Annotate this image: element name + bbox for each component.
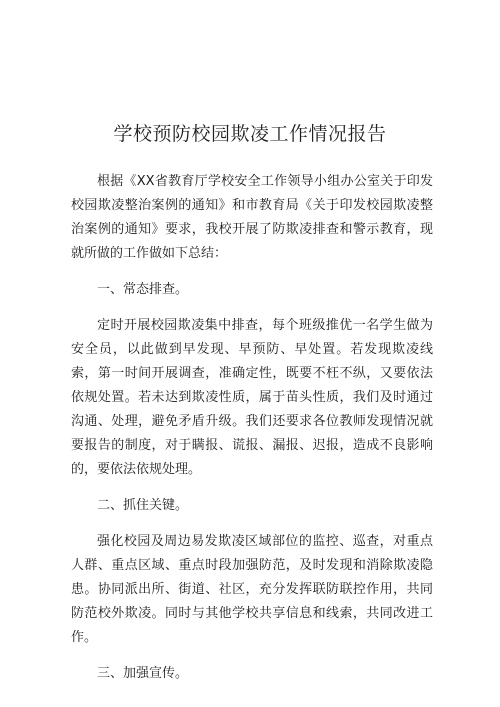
section-body-1: 定时开展校园欺凌集中排查，每个班级推优一名学生做为安全员，以此做到早发现、早预防、早处置。若发现欺凌线索，第一时间开展调查，准确定性，既要不枉不纵，又要依法依规处置。若未达到欺凌性质，属于苗头性质，我们及时通过沟通、处理，避免矛盾升级。我们还要求各位教师发现情况就要报告的制度，对于瞒报、谎报、漏报、迟报，造成不良影响的，要依法依规处理。 xyxy=(71,318,433,477)
intro-paragraph: 根据《XX省教育厅学校安全工作领导小组办公室关于印发校园欺凌整治案例的通知》和市教育局《关于印发校园欺凌整治案例的通知》要求，我校开展了防欺凌排查和警示教育，现就所做的工作做如下总结： xyxy=(71,174,433,261)
document-body xyxy=(71,170,433,698)
section-heading-3: 三、加强宣传。 xyxy=(97,666,189,681)
document-title: 学校预防校园欺凌工作情况报告 xyxy=(113,123,387,145)
section-body-2: 强化校园及周边易发欺凌区域部位的监控、巡查，对重点人群、重点区域、重点时段加强防范，及时发现和消除欺凌隐患。协同派出所、街道、社区，充分发挥联防联控作用，共同防范校外欺凌。同时与其他学校共享信息和线索，共同改进工作。 xyxy=(71,534,433,645)
section-heading-2: 二、抓住关键。 xyxy=(97,498,189,513)
section-heading-1: 一、常态排查。 xyxy=(97,282,189,297)
